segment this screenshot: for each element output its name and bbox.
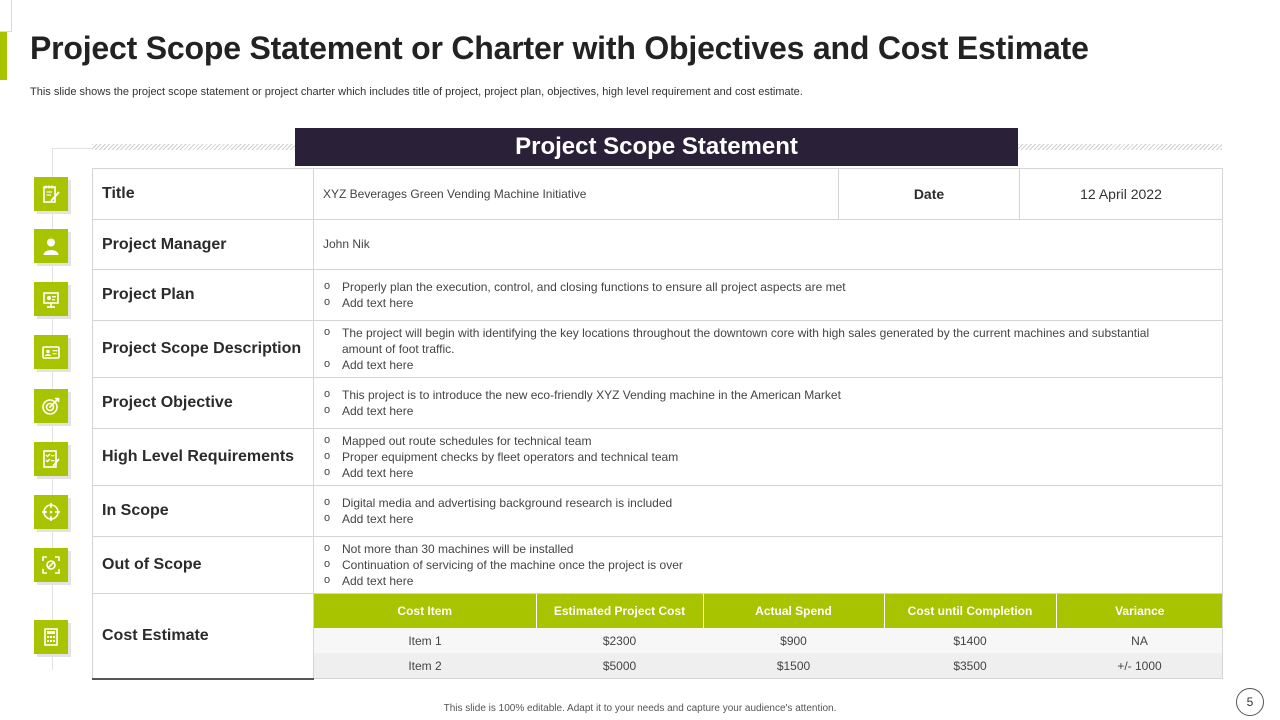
list-item: o Add text here xyxy=(322,403,1214,419)
crosshair-icon xyxy=(34,495,68,529)
row-project-objective xyxy=(93,378,1223,429)
cost-cell: $1500 xyxy=(703,653,884,678)
row-high-level-requirements xyxy=(93,429,1223,486)
cost-header-cell: Cost until Completion xyxy=(884,594,1056,628)
cost-cell: Item 1 xyxy=(314,628,536,653)
list-item: o Add text here xyxy=(322,573,1214,589)
cost-estimate-content xyxy=(314,594,1223,679)
cost-cell: $1400 xyxy=(884,628,1056,653)
cost-header-cell: Actual Spend xyxy=(703,594,884,628)
row-out-of-scope xyxy=(93,537,1223,594)
table-row xyxy=(314,628,1223,653)
cost-header-cell: Cost Item xyxy=(314,594,536,628)
list-item: o Add text here xyxy=(322,465,1214,481)
high-level-requirements-content xyxy=(314,429,1223,486)
notepad-pen-icon xyxy=(34,177,68,211)
cost-cell: Item 2 xyxy=(314,653,536,678)
user-icon xyxy=(34,229,68,263)
frame-no-icon xyxy=(34,548,68,582)
cost-estimate-label: Cost Estimate xyxy=(93,594,314,679)
cost-cell: $5000 xyxy=(536,653,703,678)
cost-cell: NA xyxy=(1056,628,1223,653)
cost-table xyxy=(314,594,1223,678)
calculator-icon xyxy=(34,620,68,654)
list-item: o Proper equipment checks by fleet operators and technical team xyxy=(322,449,1214,465)
project-plan-content xyxy=(314,270,1223,321)
title-value: XYZ Beverages Green Vending Machine Initiative xyxy=(314,169,839,220)
row-project-scope-description xyxy=(93,321,1223,378)
target-icon xyxy=(34,389,68,423)
project-scope-description-content xyxy=(314,321,1223,378)
list-item: o Continuation of servicing of the machine once the project is over xyxy=(322,557,1214,573)
cost-cell: $3500 xyxy=(884,653,1056,678)
row-title xyxy=(93,169,1223,220)
slide-footer: This slide is 100% editable. Adapt it to your needs and capture your audience's attention. xyxy=(443,703,837,714)
in-scope-content xyxy=(314,486,1223,537)
project-plan-label: Project Plan xyxy=(93,270,314,321)
list-item: o Not more than 30 machines will be installed xyxy=(322,541,1214,557)
scope-statement-banner: Project Scope Statement xyxy=(295,128,1018,166)
date-label: Date xyxy=(839,169,1020,220)
cost-header-cell: Variance xyxy=(1056,594,1223,628)
slide-subtitle: This slide shows the project scope statement or project charter which includes title of project, project plan, objectives, high level requirement and cost estimate. xyxy=(30,86,803,98)
corner-decoration xyxy=(0,0,12,32)
banner-hatch-right xyxy=(1018,144,1222,150)
date-value: 12 April 2022 xyxy=(1020,169,1223,220)
in-scope-label: In Scope xyxy=(93,486,314,537)
cost-cell: $2300 xyxy=(536,628,703,653)
out-of-scope-label: Out of Scope xyxy=(93,537,314,594)
project-manager-label: Project Manager xyxy=(93,220,314,270)
banner-hatch-left xyxy=(92,144,295,150)
cost-header-cell: Estimated Project Cost xyxy=(536,594,703,628)
list-item: o This project is to introduce the new eco-friendly XYZ Vending machine in the American Market xyxy=(322,387,1214,403)
slide-title: Project Scope Statement or Charter with Objectives and Cost Estimate xyxy=(30,30,1089,66)
title-accent-bar xyxy=(0,32,7,80)
list-item: o Add text here xyxy=(322,295,1214,311)
scope-table xyxy=(92,168,1223,680)
project-objective-content xyxy=(314,378,1223,429)
list-item: o Mapped out route schedules for technical team xyxy=(322,433,1214,449)
id-card-icon xyxy=(34,335,68,369)
high-level-requirements-label: High Level Requirements xyxy=(93,429,314,486)
project-objective-label: Project Objective xyxy=(93,378,314,429)
list-item: o The project will begin with identifying the key locations throughout the downtown core with high sales generated by the current machines and substantial amount of foot traffic. xyxy=(322,325,1214,357)
row-project-plan xyxy=(93,270,1223,321)
page-number: 5 xyxy=(1236,688,1264,716)
list-item: o Add text here xyxy=(322,357,1214,373)
table-row xyxy=(314,653,1223,678)
list-item: o Properly plan the execution, control, and closing functions to ensure all project aspects are met xyxy=(322,279,1214,295)
icon-guide-connector xyxy=(52,148,92,149)
row-cost-estimate xyxy=(93,594,1223,679)
checklist-icon xyxy=(34,442,68,476)
list-item: o Add text here xyxy=(322,511,1214,527)
project-manager-value: John Nik xyxy=(314,220,1223,270)
cost-table-header xyxy=(314,594,1223,628)
project-scope-description-label: Project Scope Description xyxy=(93,321,314,378)
row-in-scope xyxy=(93,486,1223,537)
out-of-scope-content xyxy=(314,537,1223,594)
cost-cell: $900 xyxy=(703,628,884,653)
cost-cell: +/- 1000 xyxy=(1056,653,1223,678)
presentation-icon xyxy=(34,282,68,316)
row-project-manager xyxy=(93,220,1223,270)
list-item: o Digital media and advertising background research is included xyxy=(322,495,1214,511)
title-label: Title xyxy=(93,169,314,220)
